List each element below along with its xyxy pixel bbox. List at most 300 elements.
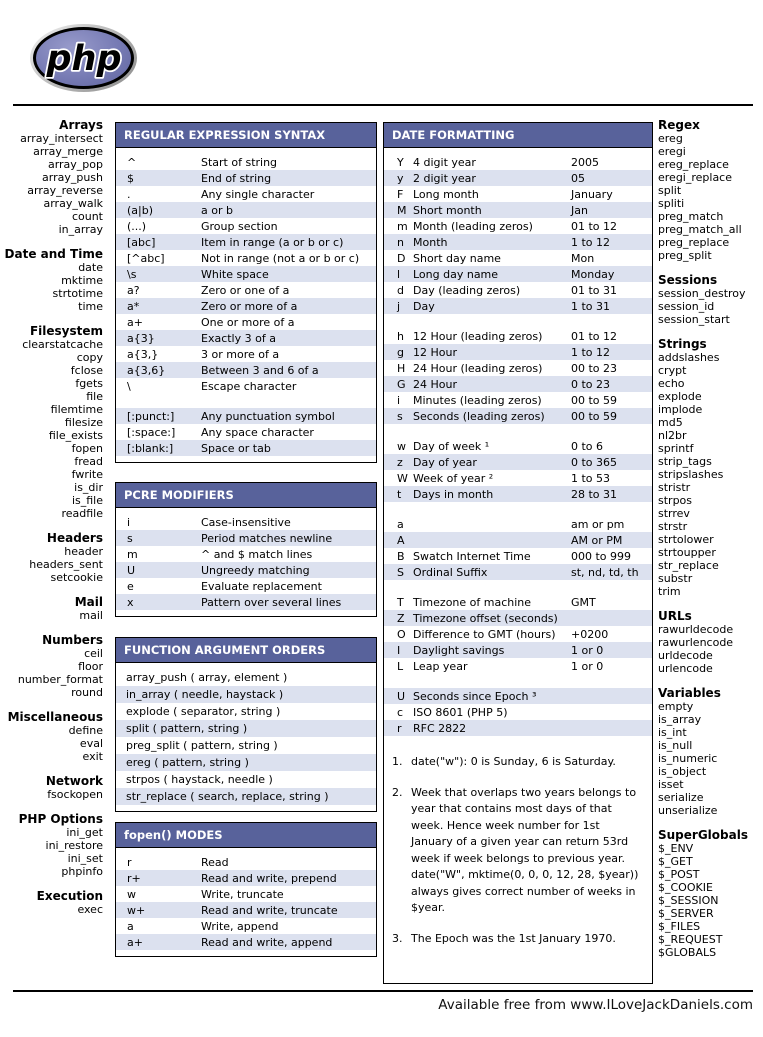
table-row bbox=[116, 669, 376, 686]
function-item: exec bbox=[77, 903, 103, 916]
table-row bbox=[384, 626, 652, 642]
table-row bbox=[116, 854, 376, 870]
footnote bbox=[392, 754, 644, 771]
table-row bbox=[384, 658, 652, 674]
table-row bbox=[116, 902, 376, 918]
footnote bbox=[392, 931, 644, 948]
function-item: rawurldecode bbox=[658, 623, 734, 636]
function-item: count bbox=[71, 210, 103, 223]
table-row bbox=[116, 282, 376, 298]
table-row bbox=[384, 154, 652, 170]
cell-term: e bbox=[127, 579, 134, 593]
cell-desc: Short month bbox=[413, 203, 482, 217]
table-row bbox=[116, 788, 376, 805]
table-row bbox=[384, 548, 652, 564]
function-item: eregi_replace bbox=[658, 171, 732, 184]
function-item: time bbox=[78, 300, 103, 313]
table-body bbox=[116, 148, 376, 462]
function-item: ceil bbox=[84, 647, 103, 660]
function-item: $_GET bbox=[658, 855, 693, 868]
cell-desc: Day of week ¹ bbox=[413, 439, 490, 453]
function-item: fgets bbox=[75, 377, 103, 390]
function-item: preg_match_all bbox=[658, 223, 742, 236]
section-filesystem bbox=[0, 325, 103, 520]
cell-example: 01 to 12 bbox=[571, 219, 618, 233]
spacer-row bbox=[116, 394, 376, 408]
section-title: Numbers bbox=[42, 633, 103, 647]
cell-letter: O bbox=[397, 627, 406, 641]
cell-term: x bbox=[127, 595, 134, 609]
section-php-options bbox=[0, 813, 103, 878]
cell-example: GMT bbox=[571, 595, 596, 609]
table-row bbox=[384, 642, 652, 658]
table-row bbox=[384, 408, 652, 424]
function-item: md5 bbox=[658, 416, 683, 429]
cell-desc: Swatch Internet Time bbox=[413, 549, 531, 563]
cell-term: a+ bbox=[127, 315, 143, 329]
cell-term: a{3,} bbox=[127, 347, 159, 361]
table-row bbox=[116, 408, 376, 424]
section-title: Strings bbox=[658, 337, 707, 351]
table-title: FUNCTION ARGUMENT ORDERS bbox=[116, 638, 376, 663]
cell-text: explode ( separator, string ) bbox=[126, 705, 281, 718]
function-item: split bbox=[658, 184, 682, 197]
function-item: $_FILES bbox=[658, 920, 701, 933]
function-item: array_walk bbox=[43, 197, 103, 210]
cell-example: 01 to 31 bbox=[571, 283, 618, 297]
function-item: array_merge bbox=[33, 145, 103, 158]
cell-letter: L bbox=[397, 659, 404, 673]
spacer-row bbox=[384, 424, 652, 438]
function-item: unserialize bbox=[658, 804, 718, 817]
cell-example: 28 to 31 bbox=[571, 487, 618, 501]
cell-desc: Timezone offset (seconds) bbox=[413, 611, 558, 625]
table-row bbox=[116, 703, 376, 720]
cell-example: +0200 bbox=[571, 627, 609, 641]
footnote-number: 2. bbox=[392, 785, 403, 799]
section-sessions bbox=[658, 274, 761, 326]
section-variables bbox=[658, 687, 761, 817]
function-item: headers_sent bbox=[29, 558, 103, 571]
cell-term: r+ bbox=[127, 871, 141, 885]
cell-desc: Read and write, truncate bbox=[201, 903, 338, 917]
table-row bbox=[384, 298, 652, 314]
function-item: fread bbox=[74, 455, 103, 468]
cell-desc: Day (leading zeros) bbox=[413, 283, 521, 297]
cell-letter: A bbox=[397, 533, 405, 547]
section-date-and-time bbox=[0, 248, 103, 313]
function-item: str_replace bbox=[658, 559, 719, 572]
footnote-text: The Epoch was the 1st January 1970. bbox=[411, 931, 616, 945]
function-item: fclose bbox=[70, 364, 103, 377]
function-item: echo bbox=[658, 377, 685, 390]
table-row bbox=[384, 704, 652, 720]
cell-letter: U bbox=[397, 689, 406, 703]
cell-example: 0 to 365 bbox=[571, 455, 618, 469]
cell-letter: B bbox=[397, 549, 405, 563]
table-row bbox=[384, 250, 652, 266]
table-row bbox=[116, 154, 376, 170]
table-row bbox=[116, 266, 376, 282]
table-row bbox=[116, 186, 376, 202]
cell-desc: Group section bbox=[201, 219, 278, 233]
cell-text: ereg ( pattern, string ) bbox=[126, 756, 249, 769]
cell-letter: n bbox=[397, 235, 404, 249]
function-item: urldecode bbox=[658, 649, 713, 662]
cell-example: Jan bbox=[571, 203, 588, 217]
table-row bbox=[116, 170, 376, 186]
cell-desc: Exactly 3 of a bbox=[201, 331, 276, 345]
table-row bbox=[384, 438, 652, 454]
table-row bbox=[384, 202, 652, 218]
php-logo-svg bbox=[38, 32, 130, 84]
table-row bbox=[116, 934, 376, 950]
function-item: fopen bbox=[71, 442, 103, 455]
cell-term: ^ bbox=[127, 155, 137, 169]
function-item: file_exists bbox=[48, 429, 103, 442]
function-item: is_int bbox=[658, 726, 687, 739]
table-row bbox=[384, 266, 652, 282]
table-row bbox=[116, 886, 376, 902]
function-item: $_REQUEST bbox=[658, 933, 723, 946]
table-row bbox=[116, 594, 376, 610]
cell-desc: Pattern over several lines bbox=[201, 595, 342, 609]
cell-desc: Any single character bbox=[201, 187, 315, 201]
function-item: rawurlencode bbox=[658, 636, 734, 649]
table-row bbox=[116, 424, 376, 440]
function-item: ini_set bbox=[67, 852, 103, 865]
footnote-number: 3. bbox=[392, 931, 403, 945]
section-title: Miscellaneous bbox=[7, 710, 103, 724]
table-row bbox=[116, 737, 376, 754]
cell-letter: T bbox=[397, 595, 404, 609]
table-body bbox=[384, 148, 652, 742]
cell-example: 1 to 12 bbox=[571, 235, 611, 249]
footnote-number: 1. bbox=[392, 755, 403, 768]
function-item: filesize bbox=[64, 416, 103, 429]
function-item: trim bbox=[658, 585, 681, 598]
function-item: eregi bbox=[658, 145, 686, 158]
regex-syntax-table bbox=[115, 122, 377, 463]
cell-desc: 2 digit year bbox=[413, 171, 476, 185]
function-item: strtotime bbox=[52, 287, 103, 300]
table-row bbox=[384, 470, 652, 486]
cell-letter: j bbox=[397, 299, 401, 313]
function-item: is_object bbox=[658, 765, 707, 778]
table-row bbox=[116, 514, 376, 530]
footnote-text: Week that overlaps two years belongs to year that contains most days of that week. Hence week number for 1st January of a given year can return 53rd week if week belongs to previous year. date("W", mktime(0, 0, 0, 12, 28, $year)) always gives correct number of weeks in $year. bbox=[411, 785, 639, 914]
table-row bbox=[116, 346, 376, 362]
cell-desc: ^ and $ match lines bbox=[201, 547, 313, 561]
cell-example: 1 or 0 bbox=[571, 659, 604, 673]
function-item: addslashes bbox=[658, 351, 720, 364]
cell-desc: Minutes (leading zeros) bbox=[413, 393, 542, 407]
table-row bbox=[384, 454, 652, 470]
table-row bbox=[384, 218, 652, 234]
table-title: DATE FORMATTING bbox=[384, 123, 652, 148]
function-item: eval bbox=[79, 737, 103, 750]
cell-desc: Space or tab bbox=[201, 441, 271, 455]
function-item: stripslashes bbox=[658, 468, 724, 481]
cell-desc: 12 Hour bbox=[413, 345, 457, 359]
cell-desc: Period matches newline bbox=[201, 531, 333, 545]
cell-text: str_replace ( search, replace, string ) bbox=[126, 790, 329, 803]
cell-desc: Short day name bbox=[413, 251, 501, 265]
table-row bbox=[384, 594, 652, 610]
cell-desc: Zero or more of a bbox=[201, 299, 298, 313]
pcre-modifiers-table bbox=[115, 482, 377, 617]
cell-desc: Any punctuation symbol bbox=[201, 409, 335, 423]
cell-term: i bbox=[127, 515, 131, 529]
function-item: filemtime bbox=[50, 403, 103, 416]
section-title: Mail bbox=[74, 595, 103, 609]
function-item: $_POST bbox=[658, 868, 700, 881]
cell-term: [^abc] bbox=[127, 251, 165, 265]
function-item: crypt bbox=[658, 364, 687, 377]
table-row bbox=[116, 771, 376, 788]
cell-desc: Any space character bbox=[201, 425, 314, 439]
cell-term: a* bbox=[127, 299, 140, 313]
cell-term: $ bbox=[127, 171, 134, 185]
cell-desc: 24 Hour bbox=[413, 377, 457, 391]
cell-example: 1 or 0 bbox=[571, 643, 604, 657]
cell-term: a+ bbox=[127, 935, 143, 949]
function-item: define bbox=[68, 724, 103, 737]
cell-term: r bbox=[127, 855, 132, 869]
function-item: number_format bbox=[17, 673, 103, 686]
table-row bbox=[384, 234, 652, 250]
cell-letter: s bbox=[397, 409, 403, 423]
cell-desc: Long day name bbox=[413, 267, 499, 281]
section-title: Network bbox=[45, 774, 103, 788]
section-urls bbox=[658, 610, 761, 675]
cell-letter: I bbox=[397, 643, 401, 657]
left-function-index bbox=[0, 119, 103, 928]
cell-desc: Seconds (leading zeros) bbox=[413, 409, 545, 423]
cell-term: m bbox=[127, 547, 138, 561]
cell-desc: Not in range (not a or b or c) bbox=[201, 251, 360, 265]
function-item: strip_tags bbox=[658, 455, 712, 468]
function-item: array_reverse bbox=[27, 184, 103, 197]
cell-desc: a or b bbox=[201, 203, 233, 217]
function-item: nl2br bbox=[658, 429, 687, 442]
function-item: fwrite bbox=[71, 468, 103, 481]
spacer-row bbox=[384, 314, 652, 328]
cell-letter: a bbox=[397, 517, 404, 531]
table-row bbox=[384, 360, 652, 376]
cell-letter: l bbox=[397, 267, 401, 281]
cell-term: [:space:] bbox=[127, 425, 176, 439]
function-item: $GLOBALS bbox=[658, 946, 717, 959]
function-item: substr bbox=[658, 572, 693, 585]
php-logo-ring bbox=[30, 24, 137, 92]
function-item: strstr bbox=[658, 520, 688, 533]
cell-letter: y bbox=[397, 171, 404, 185]
function-item: floor bbox=[78, 660, 103, 673]
table-row bbox=[116, 918, 376, 934]
function-item: setcookie bbox=[50, 571, 103, 584]
table-row bbox=[116, 530, 376, 546]
cell-desc: 4 digit year bbox=[413, 155, 476, 169]
spacer-row bbox=[384, 580, 652, 594]
footer-credit: Available free from www.ILoveJackDaniels.com bbox=[438, 997, 753, 1013]
cell-desc: Start of string bbox=[201, 155, 278, 169]
cell-desc: Read and write, prepend bbox=[201, 871, 337, 885]
table-row bbox=[116, 870, 376, 886]
section-title: URLs bbox=[658, 609, 692, 623]
cell-example: 1 to 12 bbox=[571, 345, 611, 359]
cell-letter: g bbox=[397, 345, 404, 359]
table-row bbox=[384, 170, 652, 186]
cell-letter: Z bbox=[397, 611, 405, 625]
function-item: explode bbox=[658, 390, 702, 403]
function-item: strrev bbox=[658, 507, 690, 520]
cell-desc: Between 3 and 6 of a bbox=[201, 363, 319, 377]
section-title: Sessions bbox=[658, 273, 718, 287]
cell-example: 00 to 59 bbox=[571, 409, 618, 423]
section-strings bbox=[658, 338, 761, 598]
cell-text: in_array ( needle, haystack ) bbox=[126, 688, 284, 701]
footnote-text: date("w"): 0 is Sunday, 6 is Saturday. bbox=[411, 755, 616, 768]
table-row bbox=[116, 250, 376, 266]
table-row bbox=[116, 202, 376, 218]
cell-letter: W bbox=[397, 471, 408, 485]
cell-desc: Seconds since Epoch ³ bbox=[413, 689, 537, 703]
section-title: Execution bbox=[36, 889, 103, 903]
cell-desc: Long month bbox=[413, 187, 479, 201]
php-logo bbox=[30, 24, 137, 92]
table-row bbox=[384, 516, 652, 532]
table-row bbox=[384, 186, 652, 202]
cell-term: [:blank:] bbox=[127, 441, 174, 455]
function-item: file bbox=[86, 390, 103, 403]
function-item: preg_split bbox=[658, 249, 712, 262]
cell-term: . bbox=[127, 187, 131, 201]
section-miscellaneous bbox=[0, 711, 103, 763]
cell-letter: G bbox=[397, 377, 406, 391]
cell-desc: 3 or more of a bbox=[201, 347, 280, 361]
function-item: implode bbox=[658, 403, 703, 416]
cell-example: am or pm bbox=[571, 517, 625, 531]
function-item: is_null bbox=[658, 739, 693, 752]
table-title: fopen() MODES bbox=[116, 823, 376, 848]
footnote bbox=[392, 785, 644, 917]
cell-letter: d bbox=[397, 283, 404, 297]
cell-desc: Read bbox=[201, 855, 229, 869]
date-formatting-panel bbox=[383, 122, 653, 984]
function-item: is_file bbox=[71, 494, 103, 507]
function-item: header bbox=[64, 545, 103, 558]
cell-desc: Ordinal Suffix bbox=[413, 565, 488, 579]
function-item: ini_restore bbox=[45, 839, 103, 852]
table-row bbox=[116, 330, 376, 346]
section-title: Filesystem bbox=[29, 324, 103, 338]
function-item: session_start bbox=[658, 313, 730, 326]
table-row bbox=[384, 720, 652, 736]
function-item: empty bbox=[658, 700, 694, 713]
section-title: Regex bbox=[658, 118, 700, 132]
section-regex bbox=[658, 119, 761, 262]
function-item: strpos bbox=[658, 494, 693, 507]
table-row bbox=[116, 720, 376, 737]
cell-term: \ bbox=[127, 379, 131, 393]
cell-example: 000 to 999 bbox=[571, 549, 632, 563]
function-item: session_id bbox=[658, 300, 715, 313]
table-title: REGULAR EXPRESSION SYNTAX bbox=[116, 123, 376, 148]
cell-desc: RFC 2822 bbox=[413, 721, 467, 735]
function-item: strtoupper bbox=[658, 546, 716, 559]
function-item: array_intersect bbox=[20, 132, 103, 145]
table-body bbox=[116, 663, 376, 811]
cell-term: a{3,6} bbox=[127, 363, 166, 377]
function-item: serialize bbox=[658, 791, 704, 804]
cell-desc: ISO 8601 (PHP 5) bbox=[413, 705, 508, 719]
section-network bbox=[0, 775, 103, 801]
cell-letter: M bbox=[397, 203, 407, 217]
cell-text: strpos ( haystack, needle ) bbox=[126, 773, 273, 786]
cell-example: 05 bbox=[571, 171, 585, 185]
table-row bbox=[384, 392, 652, 408]
function-item: $_COOKIE bbox=[658, 881, 713, 894]
section-title: Arrays bbox=[59, 118, 103, 132]
section-headers bbox=[0, 532, 103, 584]
cell-example: 1 to 31 bbox=[571, 299, 611, 313]
cell-desc: Days in month bbox=[413, 487, 494, 501]
table-row bbox=[116, 218, 376, 234]
function-item: preg_replace bbox=[658, 236, 730, 249]
table-row bbox=[384, 376, 652, 392]
cell-term: w+ bbox=[127, 903, 146, 917]
cell-term: a bbox=[127, 919, 134, 933]
table-body bbox=[116, 848, 376, 956]
cell-example: 2005 bbox=[571, 155, 599, 169]
function-item: mktime bbox=[61, 274, 103, 287]
table-row bbox=[384, 532, 652, 548]
function-item: $_ENV bbox=[658, 842, 694, 855]
table-row bbox=[116, 562, 376, 578]
cell-letter: r bbox=[397, 721, 402, 735]
function-item: clearstatcache bbox=[22, 338, 103, 351]
cell-example: 00 to 23 bbox=[571, 361, 618, 375]
cell-term: \s bbox=[127, 267, 137, 281]
cell-example: 01 to 12 bbox=[571, 329, 618, 343]
cell-term: [abc] bbox=[127, 235, 156, 249]
spacer-row bbox=[384, 674, 652, 688]
function-item: is_array bbox=[658, 713, 702, 726]
php-logo-text: php bbox=[45, 39, 122, 79]
table-title: PCRE MODIFIERS bbox=[116, 483, 376, 508]
table-body bbox=[116, 508, 376, 616]
cell-term: w bbox=[127, 887, 136, 901]
function-item: phpinfo bbox=[61, 865, 103, 878]
right-function-index bbox=[658, 119, 761, 971]
function-item: stristr bbox=[658, 481, 691, 494]
function-item: in_array bbox=[58, 223, 103, 236]
cell-desc: Difference to GMT (hours) bbox=[413, 627, 556, 641]
cell-desc: Daylight savings bbox=[413, 643, 505, 657]
section-title: Headers bbox=[46, 531, 103, 545]
section-numbers bbox=[0, 634, 103, 699]
cell-desc: Week of year ² bbox=[413, 471, 494, 485]
cell-example: Mon bbox=[571, 251, 595, 265]
function-item: ereg_replace bbox=[658, 158, 729, 171]
cell-desc: 24 Hour (leading zeros) bbox=[413, 361, 543, 375]
cell-text: split ( pattern, string ) bbox=[126, 722, 248, 735]
cell-term: (a|b) bbox=[127, 203, 154, 217]
function-item: copy bbox=[76, 351, 103, 364]
cell-example: 1 to 53 bbox=[571, 471, 611, 485]
function-item: strtolower bbox=[658, 533, 714, 546]
